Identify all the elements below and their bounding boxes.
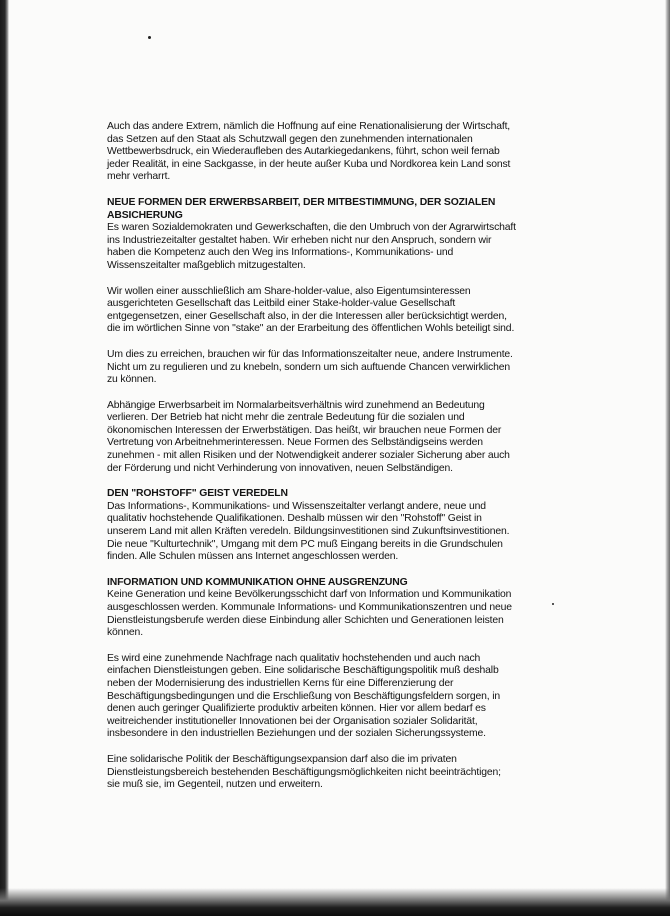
text-line: Wir wollen einer ausschließlich am Share-holder-value, also Eigentumsinteressen xyxy=(107,285,471,297)
text-line: Es waren Sozialdemokraten und Gewerkschaften, die den Umbruch von der Agrarwirtschaft xyxy=(107,222,516,234)
paragraph xyxy=(107,286,563,336)
paragraph-text xyxy=(107,286,563,336)
document-body xyxy=(107,121,563,805)
text-line: einfachen Dienstleistungen geben. Eine solidarische Beschäftigungspolitik muß deshalb xyxy=(107,665,499,677)
text-line: Es wird eine zunehmende Nachfrage nach qualitativ hochstehenden und auch nach xyxy=(107,652,481,664)
text-line: Die neue "Kulturtechnik", Umgang mit dem PC muß Eingang bereits in die Grundschulen xyxy=(107,538,503,550)
text-line: die im wörtlichen Sinne von "stake" an der Erarbeitung des öffentlichen Wohls beteiligt sind. xyxy=(107,323,515,335)
paragraph-text xyxy=(107,349,563,387)
text-line: mehr verharrt. xyxy=(107,171,171,183)
paragraph xyxy=(107,121,563,184)
text-line: ökonomischen Interessen der Erwerbstätigen. Das heißt, wir brauchen neue Formen der xyxy=(107,424,502,436)
text-line: können. xyxy=(107,627,143,639)
paragraph xyxy=(107,400,563,476)
text-line: Vertretung von Arbeitnehmerinteressen. Neue Formen des Selbständigseins werden xyxy=(107,437,483,449)
section-heading xyxy=(107,197,563,222)
document-section xyxy=(107,577,563,640)
paragraph-text xyxy=(107,400,563,476)
document-section xyxy=(107,197,563,273)
paragraph-text xyxy=(107,501,563,564)
paragraph-text xyxy=(107,121,563,184)
paragraph-text xyxy=(107,653,563,741)
text-line: Wissenszeitalter maßgeblich mitzugestalten. xyxy=(107,259,306,271)
text-line: denen auch geringer Qualifizierte produktiv arbeiten können. Hier vor allem bedarf es xyxy=(107,703,486,715)
heading-line: INFORMATION UND KOMMUNIKATION OHNE AUSGRENZUNG xyxy=(107,576,408,588)
section-heading xyxy=(107,488,563,501)
text-line: unserem Land mit allen Kräften veredeln. Bildungsinvestitionen sind Zukunftsinvestitionen. xyxy=(107,526,510,538)
text-line: qualitativ hochstehende Qualifikationen. Deshalb müssen wir den "Rohstoff" Geist in xyxy=(107,513,482,525)
text-line: sie muß sie, im Gegenteil, nutzen und erweitern. xyxy=(107,779,323,791)
text-line: haben die Kompetenz auch den Weg ins Informations-, Kommunikations- und xyxy=(107,247,454,259)
text-line: insbesondere in den industriellen Beziehungen und der sozialen Sicherungssysteme. xyxy=(107,728,486,740)
text-line: Um dies zu erreichen, brauchen wir für das Informationszeitalter neue, andere Instrumente. xyxy=(107,348,513,360)
text-line: weitreichender institutioneller Innovationen bei der Organisation sozialer Solidarität, xyxy=(107,715,478,727)
text-line: finden. Alle Schulen müssen ans Internet angeschlossen werden. xyxy=(107,551,399,563)
text-line: jeder Realität, in eine Sackgasse, in der heute außer Kuba und Nordkorea kein Land sonst xyxy=(107,158,511,170)
text-line: ins Industriezeitalter gestaltet haben. Wir erheben nicht nur den Anspruch, sondern wir xyxy=(107,234,492,246)
text-line: neben der Modernisierung des industriellen Kerns für eine Differenzierung der xyxy=(107,677,454,689)
text-line: verlieren. Der Betrieb hat nicht mehr die zentrale Bedeutung für die sozialen und xyxy=(107,412,465,424)
text-line: entgegensetzen, einer Gesellschaft also, in der die Interessen aller berücksichtigt werden, xyxy=(107,310,507,322)
scan-speck xyxy=(148,36,151,39)
text-line: Eine solidarische Politik der Beschäftigungsexpansion darf also die im privaten xyxy=(107,753,457,765)
text-line: zu können. xyxy=(107,374,157,386)
paragraph xyxy=(107,653,563,741)
text-line: ausgeschlossen werden. Kommunale Informations- und Kommunikationszentren und neue xyxy=(107,602,512,613)
section-heading xyxy=(107,577,563,590)
paragraph-text xyxy=(107,589,563,639)
text-line: Beschäftigungsbedingungen und die Erschließung von Beschäftigungsfeldern sorgen, in xyxy=(107,690,501,702)
paragraph-text xyxy=(107,754,563,792)
text-line: Keine Generation und keine Bevölkerungsschicht darf von Information und Kommunikation xyxy=(107,589,512,601)
paragraph-text xyxy=(107,222,563,272)
paragraph xyxy=(107,349,563,387)
scan-left-edge-shadow xyxy=(0,0,9,916)
text-line: Dienstleistungsberufe werden diese Einbindung aller Schichten und Generationen leisten xyxy=(107,614,504,626)
text-line: Nicht um zu regulieren und zu knebeln, sondern um sich auftuende Chancen verwirklichen xyxy=(107,361,510,373)
text-line: das Setzen auf den Staat als Schutzwall gegen den zunehmenden internationalen xyxy=(107,133,473,145)
heading-line: ABSICHERUNG xyxy=(107,209,183,221)
text-line: ausgerichteten Gesellschaft das Leitbild einer Stake-holder-value Gesellschaft xyxy=(107,298,456,310)
heading-line: DEN "ROHSTOFF" GEIST VEREDELN xyxy=(107,488,288,500)
text-line: Abhängige Erwerbsarbeit im Normalarbeitsverhältnis wird zunehmend an Bedeutung xyxy=(107,399,485,411)
scan-right-edge-shadow xyxy=(665,0,670,916)
text-line: zunehmen - mit allen Risiken und der Notwendigkeit anderer sozialer Sicherung aber auch xyxy=(107,450,510,462)
text-line: der Förderung und nicht Verhinderung von innovativen, neuen Selbständigen. xyxy=(107,462,453,474)
heading-line: NEUE FORMEN DER ERWERBSARBEIT, DER MITBESTIMMUNG, DER SOZIALEN xyxy=(107,196,496,208)
text-line: Wettbewerbsdruck, ein Wiederaufleben des Autarkiegedankens, führt, schon weil fernab xyxy=(107,146,500,158)
text-line: Auch das andere Extrem, nämlich die Hoffnung auf eine Renationalisierung der Wirtschaft, xyxy=(107,121,511,132)
document-section xyxy=(107,488,563,564)
paragraph xyxy=(107,754,563,792)
scan-bottom-edge-shadow xyxy=(0,888,670,916)
text-line: Das Informations-, Kommunikations- und Wissenszeitalter verlangt andere, neue und xyxy=(107,500,486,512)
text-line: Dienstleistungsbereich bestehenden Beschäftigungsmöglichkeiten nicht beeinträchtigen; xyxy=(107,766,501,778)
